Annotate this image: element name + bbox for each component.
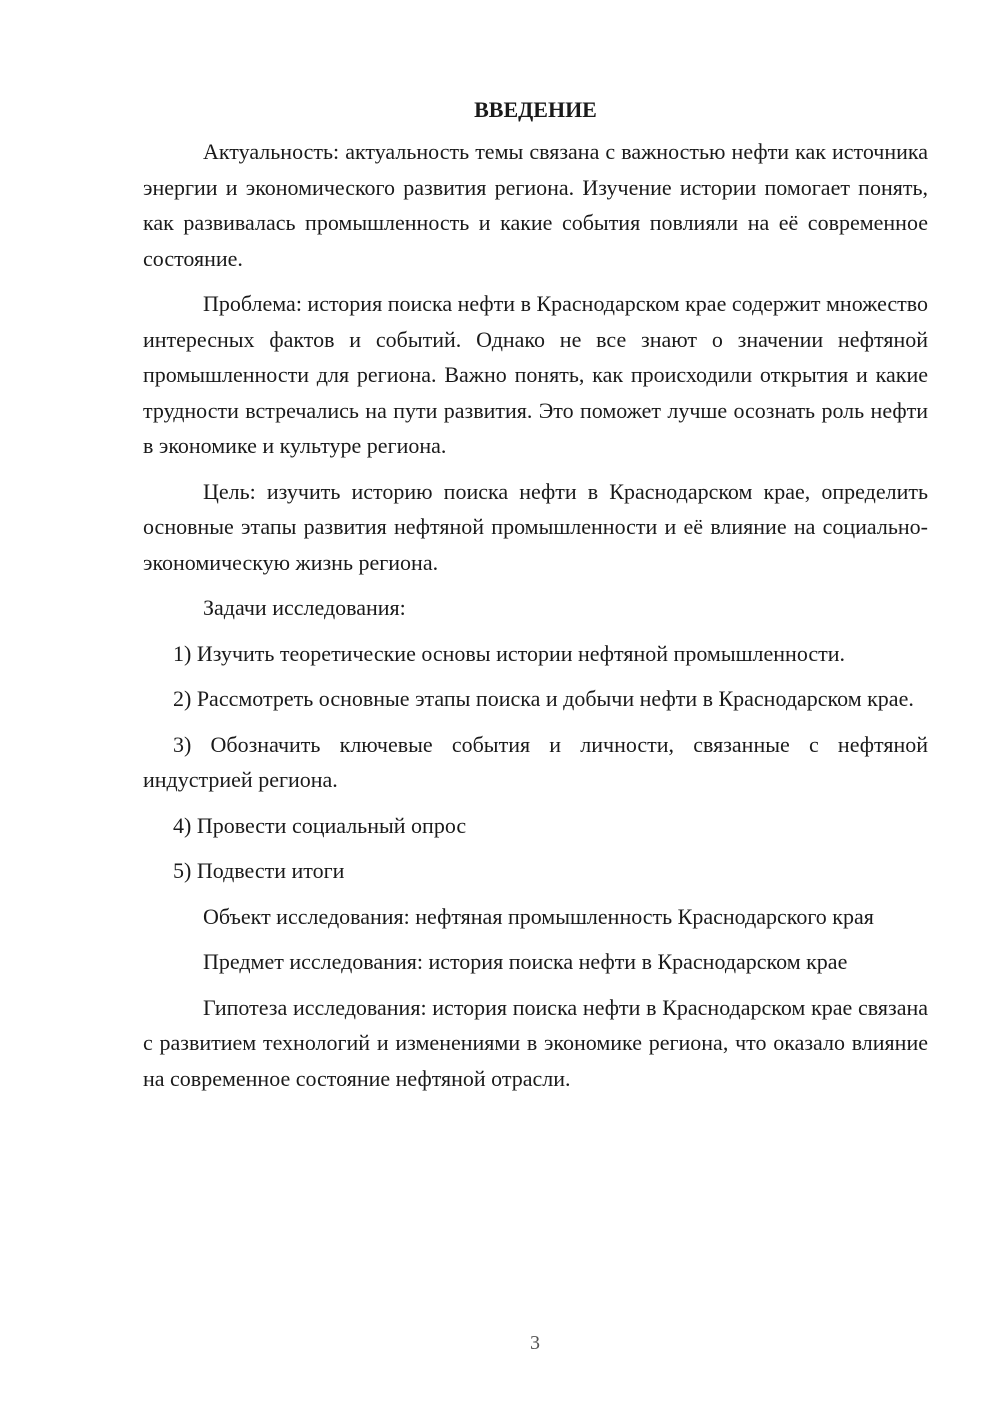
task-item-2: 2) Рассмотреть основные этапы поиска и добычи нефти в Краснодарском крае. [173, 686, 914, 711]
paragraph-object: Объект исследования: нефтяная промышленность Краснодарского края [203, 903, 874, 929]
tasks-title: Задачи исследования: [203, 595, 406, 620]
task-item-1: 1) Изучить теоретические основы истории нефтяной промышленности. [173, 640, 846, 666]
task-item-3: 3) Обозначить ключевые события и личности, связанные с нефтяной индустрией региона. [143, 731, 928, 792]
paragraph-goal: Цель: изучить историю поиска нефти в Краснодарском крае, определить основные этапы развития нефтяной промышленности и её влияние на социально-экономическую жизнь региона. [143, 478, 928, 575]
paragraph-problem: Проблема: история поиска нефти в Краснодарском крае содержит множество интересных фактов и событий. Однако не все знают о значении нефтяной промышленности для региона. Важно понять, как происходили открытия и какие трудности встречались на пути развития. Это поможет лучше осознать роль нефти в экономике и культуре региона. [143, 291, 928, 458]
task-item-4: 4) Провести социальный опрос [173, 812, 467, 838]
task-item-5: 5) Подвести итоги [173, 858, 345, 883]
paragraph-subject: Предмет исследования: история поиска нефти в Краснодарском крае [203, 949, 848, 974]
document-page [143, 92, 928, 1106]
paragraph-relevance: Актуальность: актуальность темы связана с важностью нефти как источника энергии и экономического развития региона. Изучение истории помогает понять, как развивалась промышленность и какие события повлияли на её современное состояние. [143, 139, 928, 271]
page-heading: ВВЕДЕНИЕ [474, 97, 597, 122]
page-number: 3 [530, 1332, 540, 1354]
paragraph-hypothesis: Гипотеза исследования: история поиска нефти в Краснодарском крае связана с развитием технологий и изменениями в экономике региона, что оказало влияние на современное состояние нефтяной отрасли. [143, 994, 928, 1091]
